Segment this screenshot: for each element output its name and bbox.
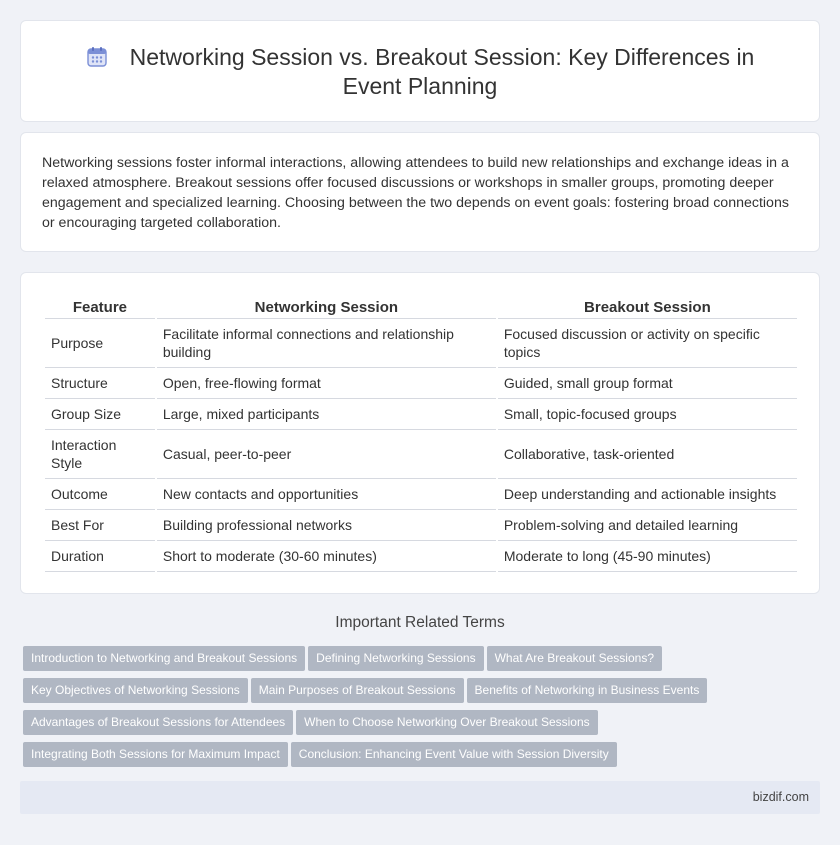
related-term-link[interactable]: Main Purposes of Breakout Sessions (251, 678, 464, 703)
networking-cell: Facilitate informal connections and relationship building (157, 319, 496, 368)
comparison-table (43, 295, 799, 572)
header-breakout: Breakout Session (498, 295, 797, 319)
calendar-icon (86, 46, 108, 68)
footer-brand[interactable]: bizdif.com (752, 790, 809, 804)
page-title (21, 43, 819, 101)
related-term-link[interactable]: Advantages of Breakout Sessions for Attendees (23, 710, 293, 735)
tag-row (23, 742, 823, 774)
breakout-cell: Problem-solving and detailed learning (498, 510, 797, 541)
tag-row (23, 678, 823, 710)
page-title-text: Networking Session vs. Breakout Session: Key Differences in Event Planning (129, 44, 755, 99)
table-row (45, 368, 797, 399)
networking-cell: Building professional networks (157, 510, 496, 541)
networking-cell: Large, mixed participants (157, 399, 496, 430)
header-feature: Feature (45, 295, 155, 319)
intro-card (20, 132, 820, 252)
table-row (45, 479, 797, 510)
tag-row (23, 710, 823, 742)
feature-cell: Duration (45, 541, 155, 572)
intro-paragraph: Networking sessions foster informal interactions, allowing attendees to build new relationships and exchange ideas in a relaxed atmosphere. Breakout sessions offer focused discussions or workshops in smaller groups, promoting deeper engagement and specialized learning. Choosing between the two depends on event goals: fostering broad connections or encouraging targeted collaboration. (42, 155, 789, 231)
breakout-cell: Focused discussion or activity on specific topics (498, 319, 797, 368)
breakout-cell: Moderate to long (45-90 minutes) (498, 541, 797, 572)
related-term-link[interactable]: Conclusion: Enhancing Event Value with Session Diversity (291, 742, 617, 767)
table-row (45, 430, 797, 479)
breakout-cell: Collaborative, task-oriented (498, 430, 797, 479)
related-terms-list (23, 646, 823, 774)
networking-cell: Short to moderate (30-60 minutes) (157, 541, 496, 572)
related-term-link[interactable]: When to Choose Networking Over Breakout Sessions (296, 710, 597, 735)
breakout-cell: Small, topic-focused groups (498, 399, 797, 430)
feature-cell: Structure (45, 368, 155, 399)
table-row (45, 319, 797, 368)
networking-cell: Casual, peer-to-peer (157, 430, 496, 479)
related-term-link[interactable]: Defining Networking Sessions (308, 646, 483, 671)
feature-cell: Best For (45, 510, 155, 541)
related-term-link[interactable]: Introduction to Networking and Breakout Sessions (23, 646, 305, 671)
feature-cell: Interaction Style (45, 430, 155, 479)
related-term-link[interactable]: What Are Breakout Sessions? (487, 646, 662, 671)
related-term-link[interactable]: Key Objectives of Networking Sessions (23, 678, 248, 703)
tag-row (23, 646, 823, 678)
related-term-link[interactable]: Benefits of Networking in Business Events (467, 678, 708, 703)
header-networking: Networking Session (157, 295, 496, 319)
networking-cell: New contacts and opportunities (157, 479, 496, 510)
table-row (45, 399, 797, 430)
feature-cell: Purpose (45, 319, 155, 368)
related-terms-title: Important Related Terms (335, 614, 505, 631)
related-term-link[interactable]: Integrating Both Sessions for Maximum Impact (23, 742, 288, 767)
networking-cell: Open, free-flowing format (157, 368, 496, 399)
footer (20, 781, 820, 814)
feature-cell: Outcome (45, 479, 155, 510)
table-row (45, 510, 797, 541)
header-card (20, 20, 820, 122)
feature-cell: Group Size (45, 399, 155, 430)
table-header-row (45, 295, 797, 319)
breakout-cell: Deep understanding and actionable insights (498, 479, 797, 510)
table-row (45, 541, 797, 572)
comparison-card (20, 272, 820, 594)
breakout-cell: Guided, small group format (498, 368, 797, 399)
